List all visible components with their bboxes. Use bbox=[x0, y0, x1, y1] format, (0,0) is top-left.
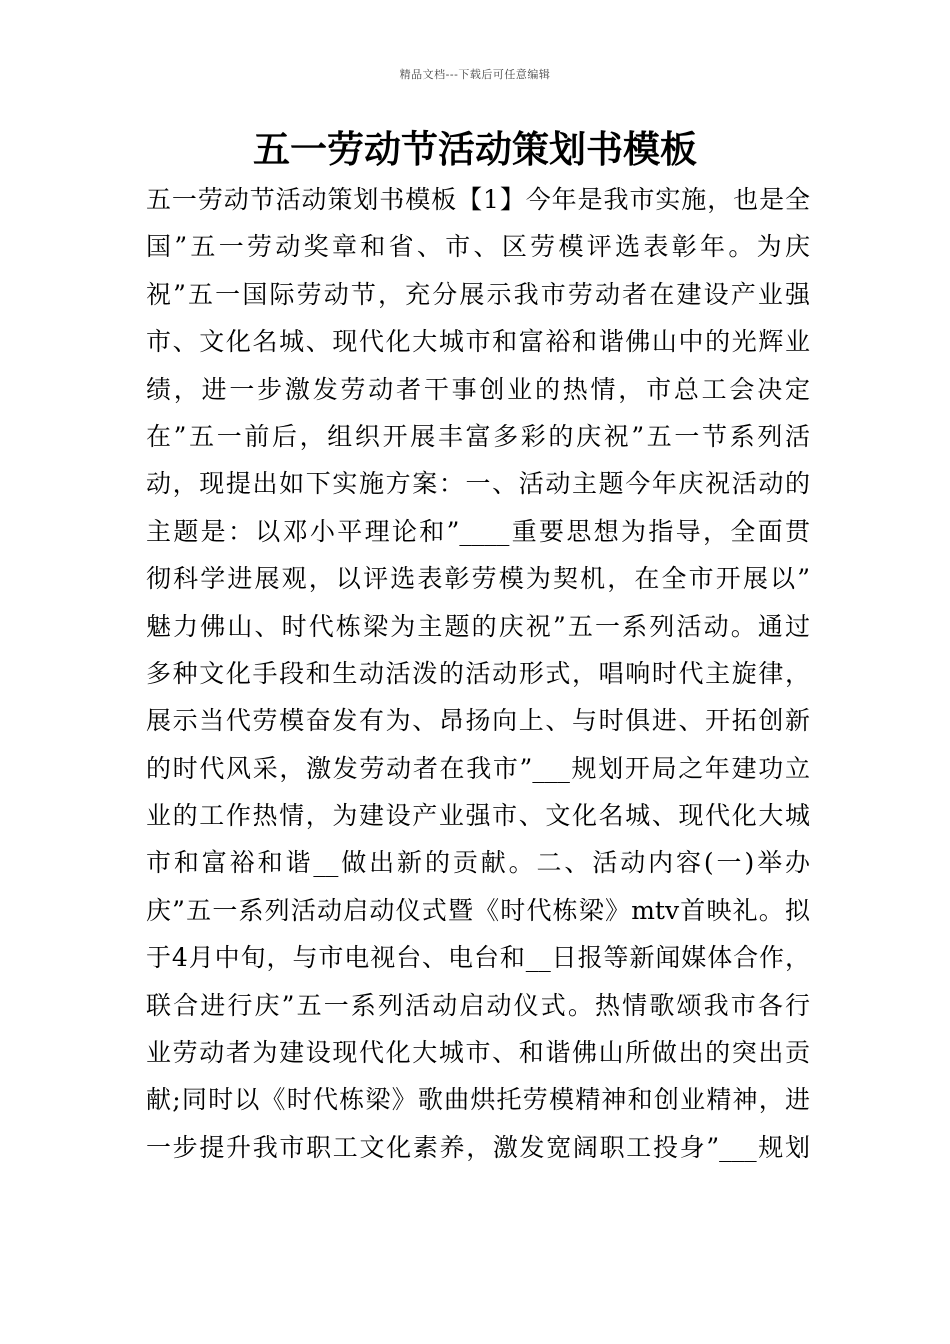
body-line: 国”五一劳动奖章和省、市、区劳模评选表彰年。为庆 bbox=[146, 232, 810, 262]
body-line: 多种文化手段和生动活泼的活动形式，唱响时代主旋律， bbox=[146, 658, 810, 688]
body-line: 献;同时以《时代栋梁》歌曲烘托劳模精神和创业精神，进 bbox=[146, 1085, 810, 1115]
body-line: 业的工作热情，为建设产业强市、文化名城、现代化大城 bbox=[146, 801, 810, 831]
body-line: 庆”五一系列活动启动仪式暨《时代栋梁》mtv首映礼。拟 bbox=[146, 895, 810, 925]
header-note: 精品文档---下载后可任意编辑 bbox=[399, 68, 551, 81]
body-line: 绩，进一步激发劳动者干事创业的热情，市总工会决定 bbox=[146, 374, 810, 404]
body-line: 展示当代劳模奋发有为、昂扬向上、与时俱进、开拓创新 bbox=[146, 706, 810, 736]
body-line: 主题是：以邓小平理论和”____重要思想为指导，全面贯 bbox=[146, 516, 810, 546]
body-text bbox=[146, 176, 810, 1171]
body-line: 于4月中旬，与市电视台、电台和__日报等新闻媒体合作， bbox=[146, 943, 810, 973]
body-line: 市、文化名城、现代化大城市和富裕和谐佛山中的光辉业 bbox=[146, 327, 810, 357]
body-line: 业劳动者为建设现代化大城市、和谐佛山所做出的突出贡 bbox=[146, 1038, 810, 1068]
body-line: 魅力佛山、时代栋梁为主题的庆祝”五一系列活动。通过 bbox=[146, 611, 810, 641]
body-line: 五一劳动节活动策划书模板【1】今年是我市实施，也是全 bbox=[146, 185, 810, 214]
body-line: 动，现提出如下实施方案：一、活动主题今年庆祝活动的 bbox=[146, 469, 810, 499]
body-line: 的时代风采，激发劳动者在我市”___规划开局之年建功立 bbox=[146, 753, 810, 783]
body-line: 在”五一前后，组织开展丰富多彩的庆祝”五一节系列活 bbox=[146, 421, 810, 451]
body-line: 联合进行庆”五一系列活动启动仪式。热情歌颂我市各行 bbox=[146, 990, 810, 1020]
body-line: 彻科学进展观，以评选表彰劳模为契机，在全市开展以” bbox=[146, 564, 810, 594]
body-line: 一步提升我市职工文化素养，激发宽阔职工投身”___规划 bbox=[146, 1132, 810, 1162]
body-line: 祝”五一国际劳动节，充分展示我市劳动者在建设产业强 bbox=[146, 279, 810, 309]
document-title: 五一劳动节活动策划书模板 bbox=[253, 128, 697, 171]
body-line: 市和富裕和谐__做出新的贡献。二、活动内容(一)举办 bbox=[146, 848, 810, 878]
